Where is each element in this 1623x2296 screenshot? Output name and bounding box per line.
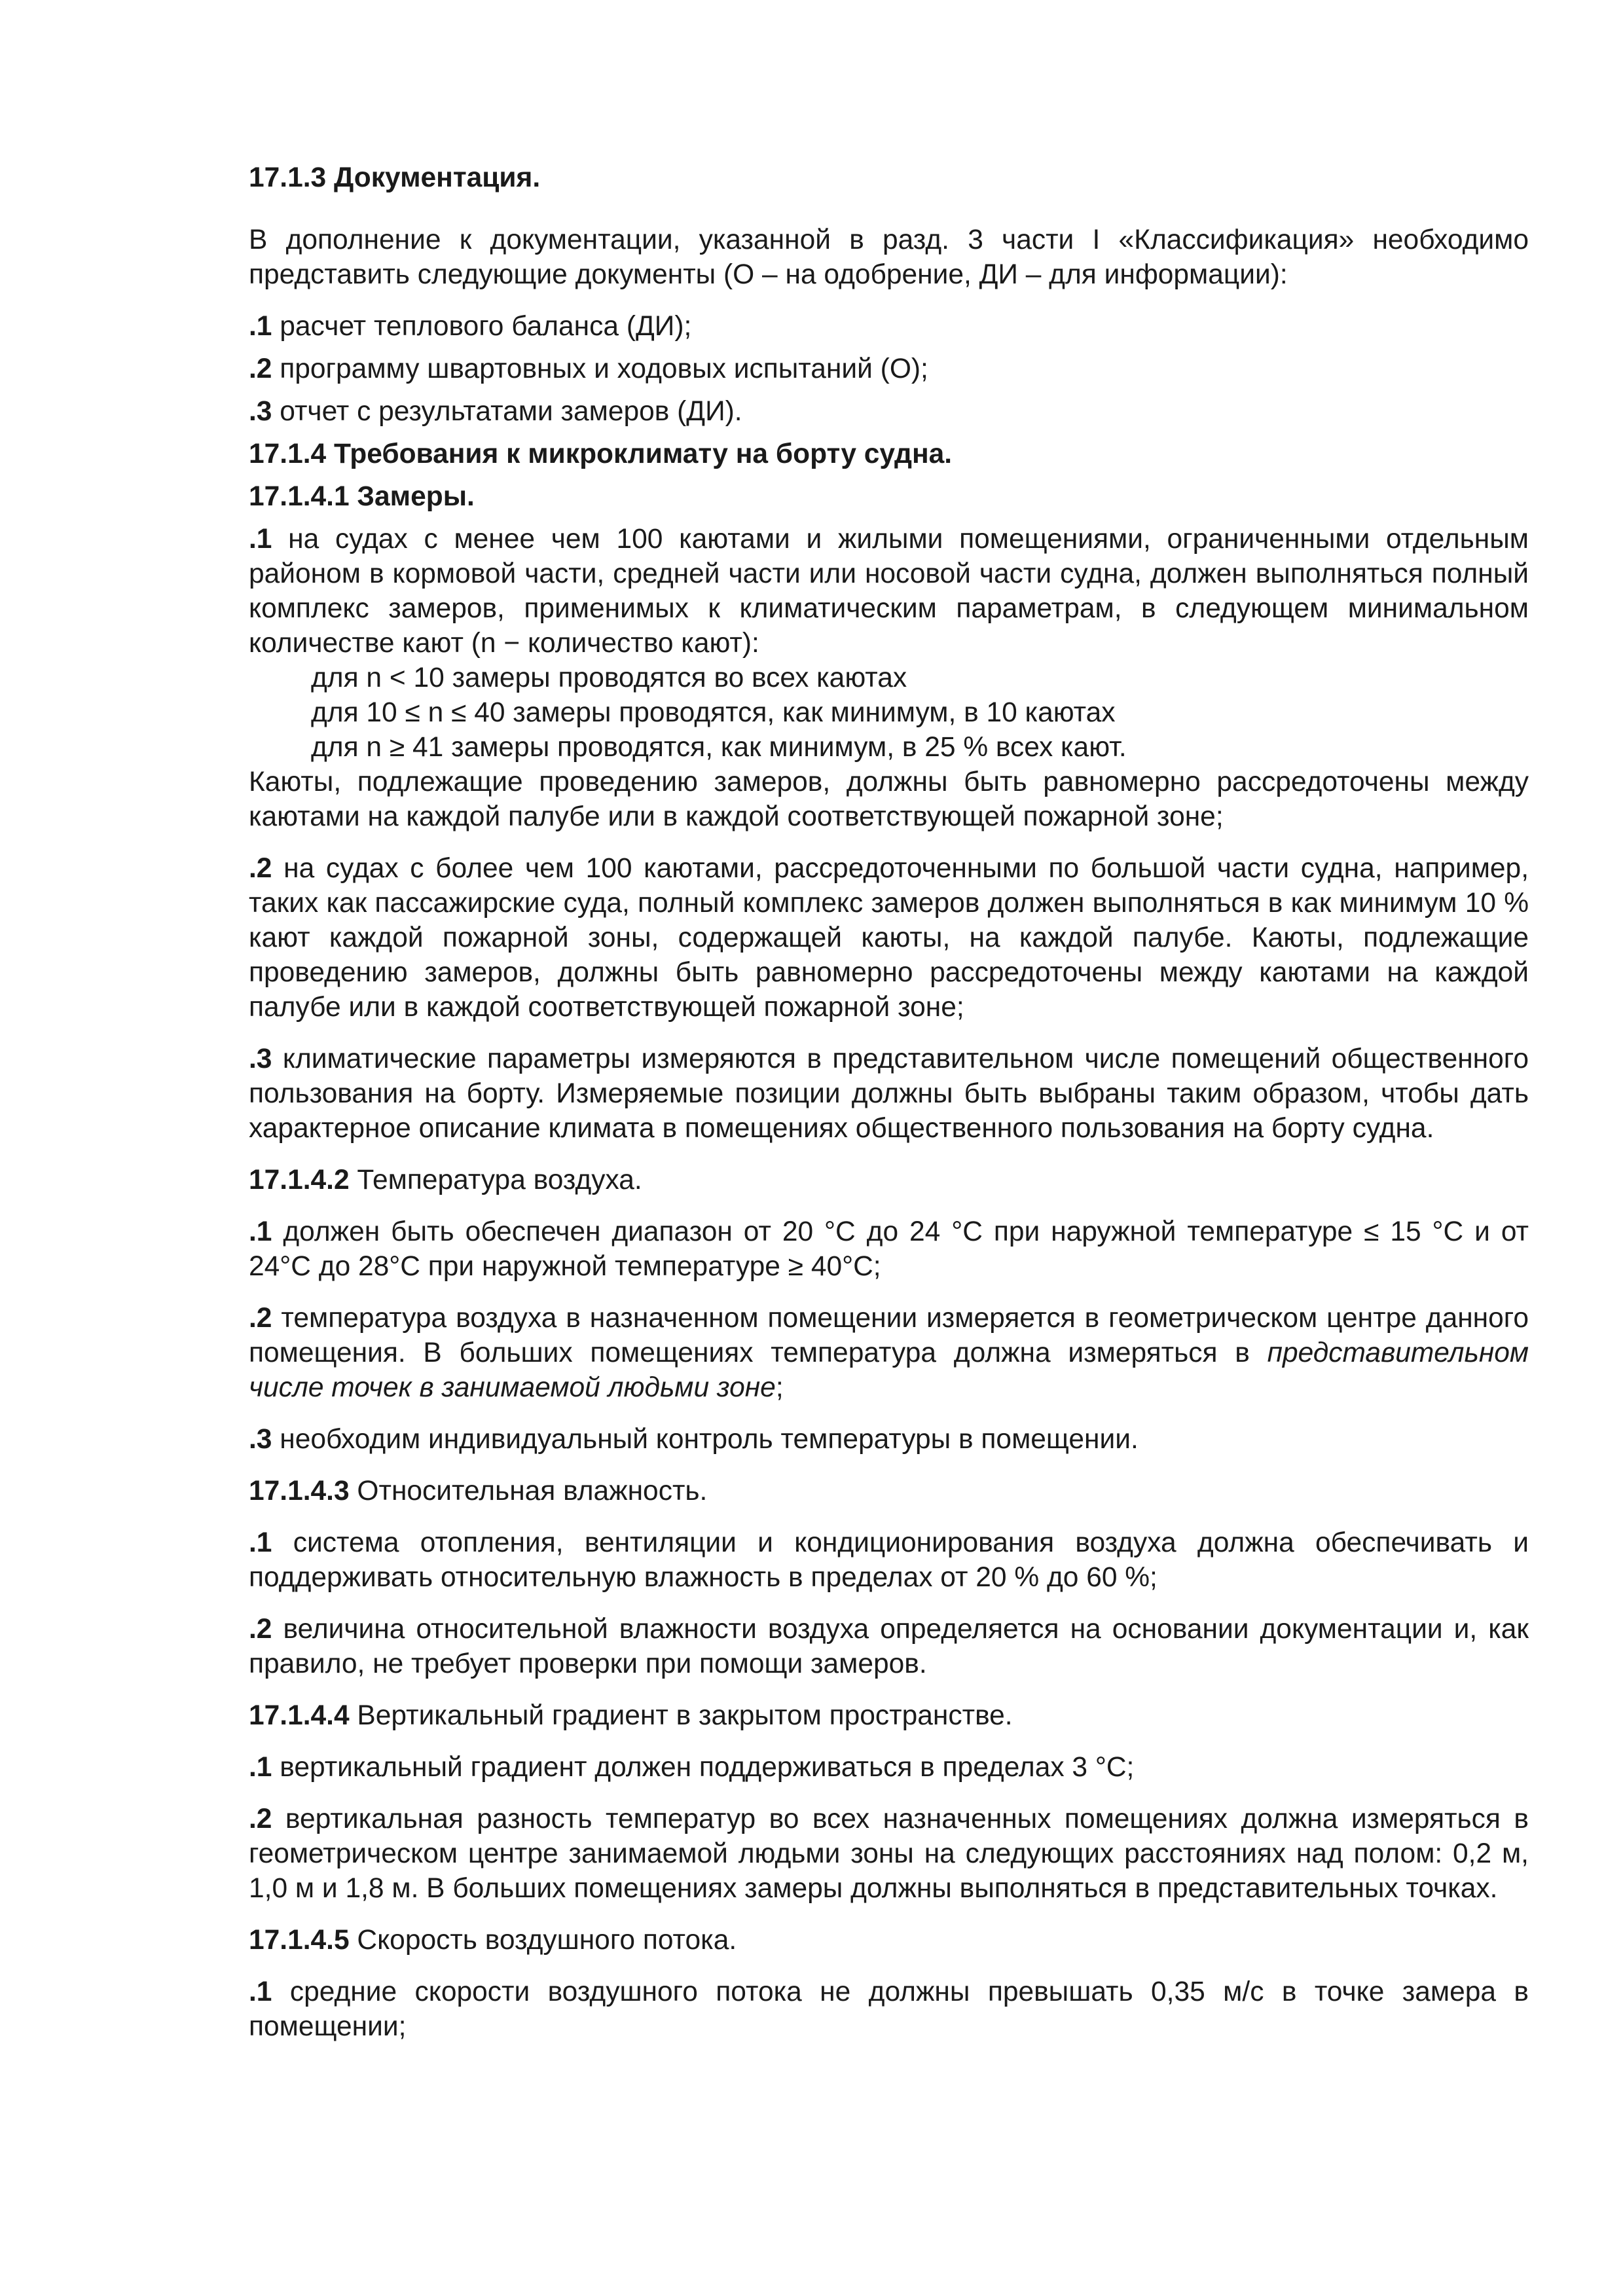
paragraph (249, 1422, 1529, 1457)
item-text: система отопления, вентиляции и кондиционирования воздуха должна обеспечивать и поддерживать относительную влажность в пределах от 20 % до 60 %; (249, 1527, 1529, 1593)
paragraph (249, 1612, 1529, 1681)
paragraph (249, 1525, 1529, 1595)
item-number: .1 (249, 1977, 272, 2007)
item-number: .1 (249, 524, 272, 555)
document-page (249, 160, 1529, 2061)
item-number: .2 (249, 354, 272, 384)
condition-line: для 10 ≤ n ≤ 40 замеры проводятся, как минимум, в 10 каютах (311, 697, 1116, 728)
section-title: Температура воздуха. (349, 1165, 642, 1195)
item-number: .3 (249, 396, 272, 427)
paragraph (249, 1301, 1529, 1405)
item-text-end: ; (775, 1372, 784, 1403)
paragraph (249, 1042, 1529, 1146)
section-title: Скорость воздушного потока. (349, 1925, 737, 1956)
section-heading-17-1-4: 17.1.4 Требования к микроклимату на борту судна. (249, 439, 953, 469)
item-number: .2 (249, 1804, 272, 1834)
item-text: отчет с результатами замеров (ДИ). (272, 396, 742, 427)
item-text: расчет теплового баланса (ДИ); (272, 311, 692, 342)
section-number: 17.1.4.2 (249, 1165, 350, 1195)
paragraph (249, 1750, 1529, 1785)
item-number: .3 (249, 1424, 272, 1455)
section-heading-17-1-4-3 (249, 1474, 1529, 1508)
condition-line: для n < 10 замеры проводятся во всех каютах (311, 663, 907, 693)
item-text: необходим индивидуальный контроль температуры в помещении. (272, 1424, 1139, 1455)
section-number: 17.1.4.5 (249, 1925, 350, 1956)
item-number: .2 (249, 1303, 272, 1334)
item-number: .3 (249, 1044, 272, 1074)
paragraph (249, 1802, 1529, 1906)
section-title: Относительная влажность. (349, 1476, 708, 1506)
item-text: должен быть обеспечен диапазон от 20 °С до 24 °С при наружной температуре ≤ 15 °С и от 24°С до 28°С при наружной температуре ≥ 40°С; (249, 1216, 1529, 1282)
item-number: .2 (249, 853, 272, 884)
section-heading-17-1-3: 17.1.3 Документация. (249, 162, 541, 193)
item-number: .1 (249, 1527, 272, 1558)
section-title: Вертикальный градиент в закрытом пространстве. (349, 1700, 1013, 1731)
item-text: величина относительной влажности воздуха определяется на основании документации и, как правило, не требует проверки при помощи замеров. (249, 1614, 1529, 1679)
item-number: .2 (249, 1614, 272, 1645)
paragraph (249, 851, 1529, 1025)
item-number: .1 (249, 1216, 272, 1247)
item-text: программу швартовных и ходовых испытаний (О); (272, 354, 928, 384)
item-text: температура воздуха в назначенном помещении измеряется в геометрическом центре данного помещения. В больших помещениях температура должна измеряться в (249, 1303, 1529, 1368)
section-heading-17-1-4-2 (249, 1163, 1529, 1197)
list-item (249, 352, 1529, 386)
paragraph: Каюты, подлежащие проведению замеров, должны быть равномерно рассредоточены между каютами на каждой палубе или в каждой соответствующей пожарной зоне; (249, 767, 1529, 832)
item-text: климатические параметры измеряются в представительном числе помещений общественного пользования на борту. Измеряемые позиции должны быть выбраны таким образом, чтобы дать характерное описание климата в помещениях общественного пользования на борту судна. (249, 1044, 1529, 1144)
condition-line: для n ≥ 41 замеры проводятся, как минимум, в 25 % всех кают. (311, 732, 1127, 763)
item-text: средние скорости воздушного потока не должны превышать 0,35 м/с в точке замера в помещении; (249, 1977, 1529, 2042)
section-intro: В дополнение к документации, указанной в разд. 3 части I «Классификация» необходимо представить следующие документы (О – на одобрение, ДИ – для информации): (249, 225, 1529, 290)
italic-text: представительном числе точек в занимаемой людьми зоне (249, 1338, 1529, 1403)
section-heading-17-1-4-1: 17.1.4.1 Замеры. (249, 481, 475, 512)
paragraph (249, 1975, 1529, 2044)
item-text: вертикальная разность температур во всех назначенных помещениях должна измеряться в геометрическом центре занимаемой людьми зоны на следующих расстояниях над полом: 0,2 м, 1,0 м и 1,8 м. В больших помещениях замеры должны выполняться в представительных точках. (249, 1804, 1529, 1904)
list-item (249, 394, 1529, 429)
paragraph (249, 1214, 1529, 1284)
section-number: 17.1.4.4 (249, 1700, 350, 1731)
section-number: 17.1.4.3 (249, 1476, 350, 1506)
item-text: на судах с более чем 100 каютами, рассредоточенными по большой части судна, например, таких как пассажирские суда, полный комплекс замеров должен выполняться в как минимум 10 % кают каждой пожарной зоны, содержащей каюты, на каждой палубе. Каюты, подлежащие проведению замеров, должны быть равномерно рассредоточены между каютами на каждой палубе или в каждой соответствующей пожарной зоне; (249, 853, 1529, 1023)
section-heading-17-1-4-5 (249, 1923, 1529, 1958)
paragraph (249, 522, 1529, 661)
item-number: .1 (249, 311, 272, 342)
item-number: .1 (249, 1752, 272, 1783)
item-text: вертикальный градиент должен поддерживаться в пределах 3 °С; (272, 1752, 1135, 1783)
item-text: на судах с менее чем 100 каютами и жилыми помещениями, ограниченными отдельным районом в кормовой части, средней части или носовой части судна, должен выполняться полный комплекс замеров, применимых к климатическим параметрам, в следующем минимальном количестве кают (n − количество кают): (249, 524, 1529, 659)
section-heading-17-1-4-4 (249, 1698, 1529, 1733)
list-item (249, 309, 1529, 344)
